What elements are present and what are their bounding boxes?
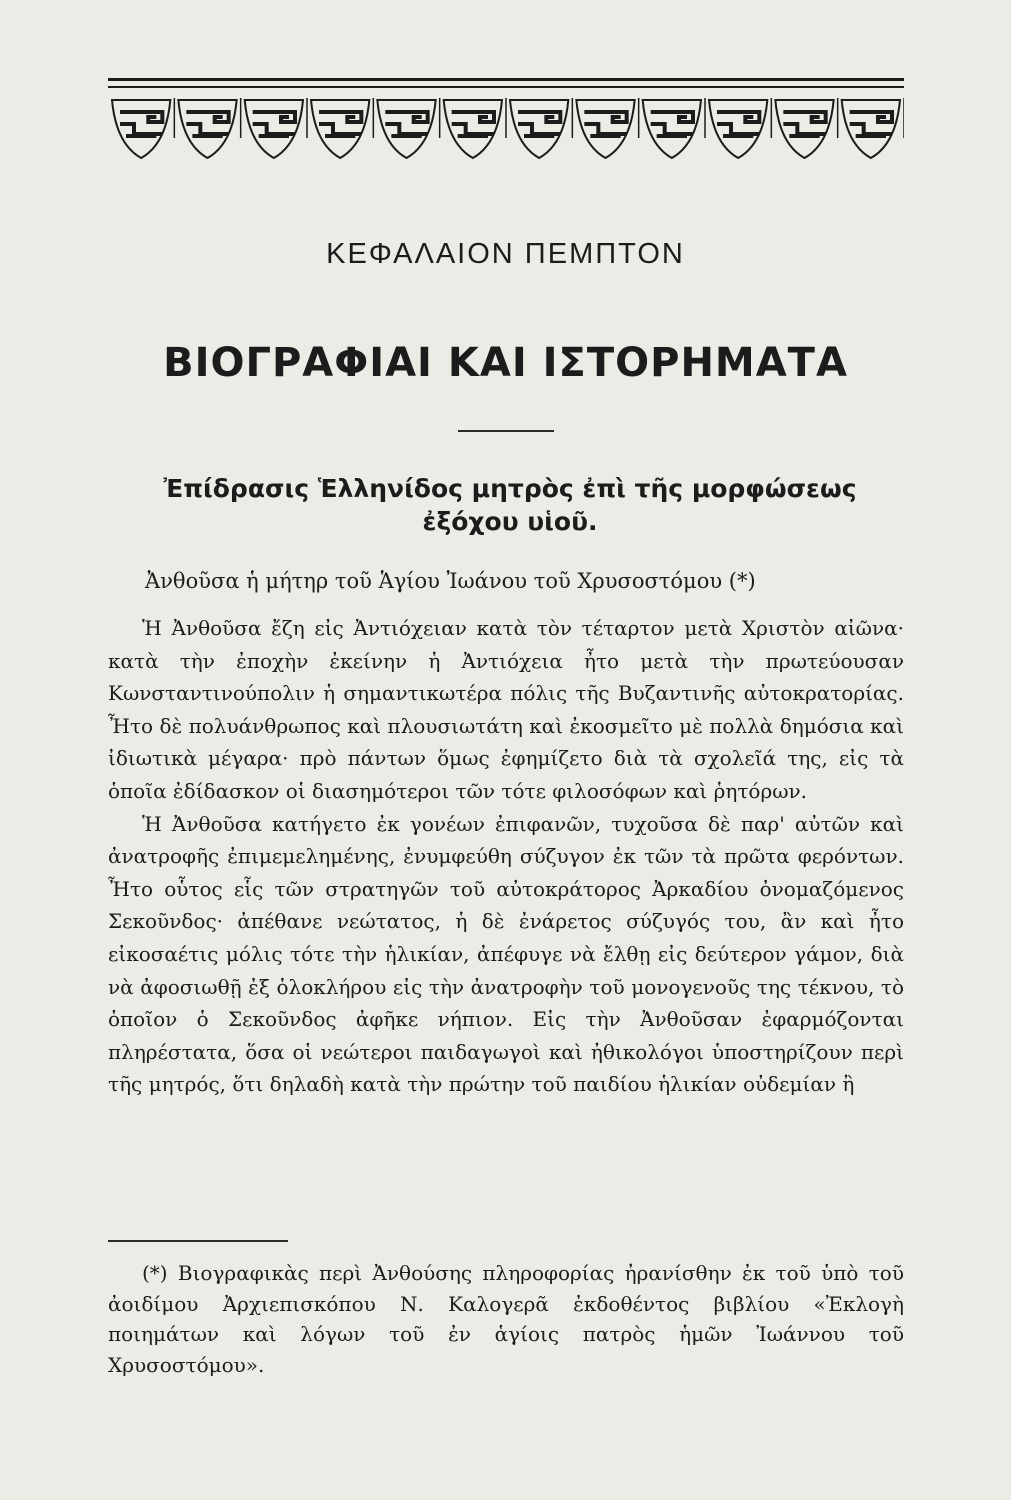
ornament-unit	[245, 98, 307, 158]
ornament-unit	[377, 98, 439, 158]
ornament-unit	[112, 98, 174, 158]
ornament-unit	[178, 98, 240, 158]
ornament-unit	[842, 98, 904, 158]
ornament-unit	[576, 98, 638, 158]
title-divider	[458, 430, 554, 432]
footnote	[108, 1258, 904, 1380]
ornament-top-rule	[108, 78, 904, 81]
ornament-unit	[775, 98, 837, 158]
body-paragraph-2: Ἡ Ἀνθοῦσα κατήγετο ἐκ γονέων ἐπιφανῶν, τυχοῦσα δὲ παρ' αὐτῶν καὶ ἀνατροφῆς ἐπιμεμελημένης, ἐνυμφεύθη σύζυγον ἐκ τῶν τὰ πρῶτα φερόντων. Ἦτο οὗτος εἷς τῶν στρατηγῶν τοῦ αὐτοκράτορος Ἀρκαδίου ὀνομαζόμενος Σεκοῦνδος· ἀπέθανε νεώτατος, ἡ δὲ ἐνάρετος σύζυγός του, ἂν καὶ ἦτο εἰκοσαέτις μόλις τότε τὴν ἡλικίαν, ἀπέφυγε νὰ ἔλθῃ εἰς δεύτερον γάμον, διὰ νὰ ἀφοσιωθῇ ἐξ ὁλοκλήρου εἰς τὴν ἀνατροφὴν τοῦ μονογενοῦς της τέκνου, τὸ ὁποῖον ὁ Σεκοῦνδος ἀφῆκε νήπιον. Εἰς τὴν Ἀνθοῦσαν ἐφαρμόζονται πληρέστατα, ὅσα οἱ νεώτεροι παιδαγωγοὶ καὶ ἠθικολόγοι ὑποστηρίζουν περὶ τῆς μητρός, ὅτι δηλαδὴ κατὰ τὴν πρώτην τοῦ παιδίου ἡλικίαν οὐδεμίαν ἢ	[108, 811, 904, 1097]
footnote-text: (*) Βιογραφικὰς περὶ Ἀνθούσης πληροφορίας ἠρανίσθην ἐκ τοῦ ὑπὸ τοῦ ἀοιδίμου Ἀρχιεπισκόπου Ν. Καλογερᾶ ἐκδοθέντος βιβλίου «Ἐκλογὴ ποιημάτων καὶ λόγων τοῦ ἐν ἁγίοις πατρὸς ἡμῶν Ἰωάννου τοῦ Χρυσοστόμου».	[108, 1261, 904, 1377]
ornament-unit	[709, 98, 771, 158]
ornament-unit	[643, 98, 705, 158]
body-paragraph-1: Ἡ Ἀνθοῦσα ἔζη εἰς Ἀντιόχειαν κατὰ τὸν τέταρτον μετὰ Χριστὸν αἰῶνα· κατὰ τὴν ἐποχὴν ἐκείνην ἡ Ἀντιόχεια ἦτο μετὰ τὴν πρωτεύουσαν Κωνσταντινούπολιν ἡ σημαντικωτέρα πόλις τῆς Βυζαντινῆς αὐτοκρατορίας. Ἦτο δὲ πολυάνθρωπος καὶ πλουσιωτάτη καὶ ἐκοσμεῖτο μὲ πολλὰ δημόσια καὶ ἰδιωτικὰ μέγαρα· πρὸ πάντων ὅμως ἐφημίζετο διὰ τὰ σχολεῖά της, εἰς τὰ ὁποῖα ἐδίδασκον οἱ διασημότεροι τῶν τότε φιλοσόφων καὶ ῥητόρων.	[108, 616, 904, 803]
ornament-unit	[444, 98, 506, 158]
chapter-heading: ΚΕΦΑΛΑΙΟΝ ΠΕΜΠΤΟΝ	[326, 238, 685, 270]
footnote-divider	[108, 1240, 288, 1242]
article-subheading: Ἐπίδρασις Ἑλληνίδος μητρὸς ἐπὶ τῆς μορφώσεως ἐξόχου υἱοῦ.	[163, 474, 857, 536]
ornament-unit	[510, 98, 572, 158]
greek-key-ornament	[108, 94, 904, 166]
ornament-unit	[311, 98, 373, 158]
ornament-second-rule	[108, 86, 904, 88]
article-body	[108, 612, 904, 1101]
section-title: ΒΙΟΓΡΑΦΙΑΙ ΚΑΙ ΙΣΤΟΡΗΜΑΤΑ	[163, 340, 848, 386]
article-lead-line: Ἀνθοῦσα ἡ μήτηρ τοῦ Ἁγίου Ἰωάνου τοῦ Χρυσοστόμου (*)	[145, 569, 756, 593]
